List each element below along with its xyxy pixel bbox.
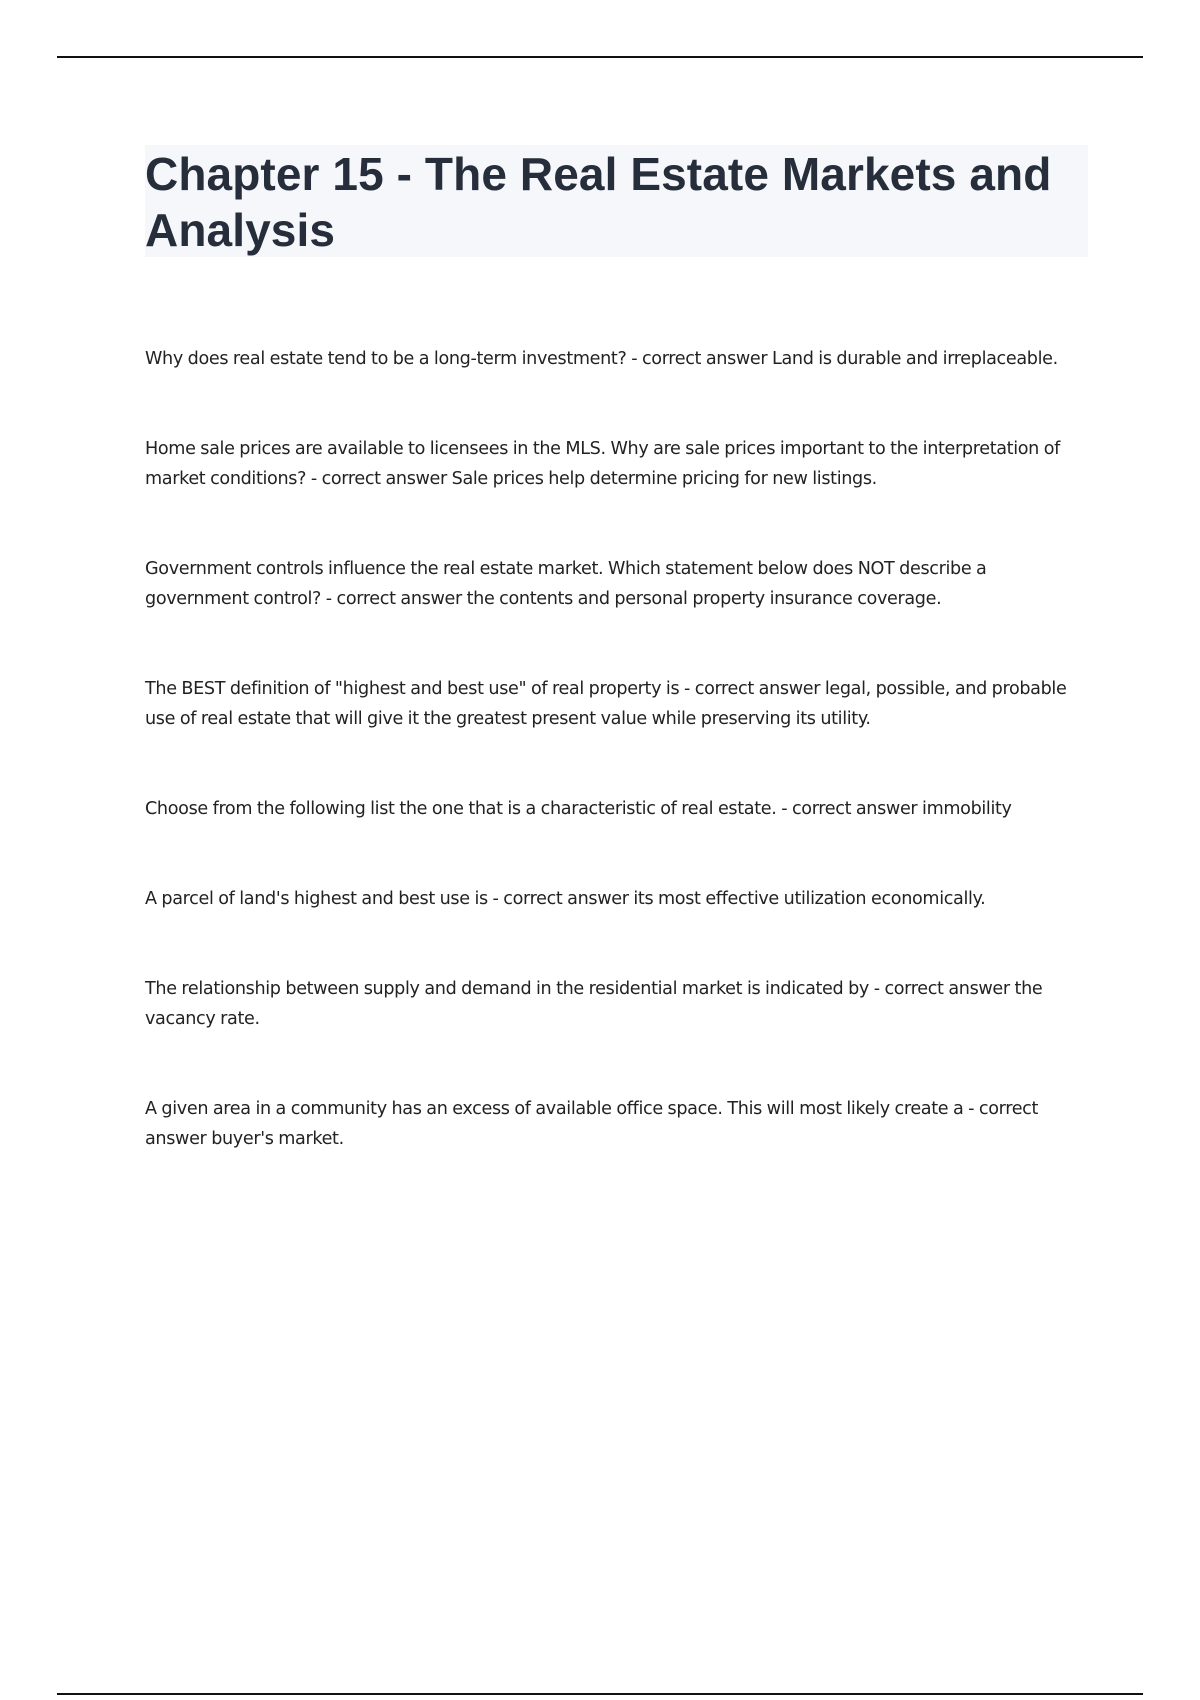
bottom-rule bbox=[57, 1693, 1143, 1695]
qa-list bbox=[145, 344, 1090, 1214]
page-title: Chapter 15 - The Real Estate Markets and Analysis bbox=[145, 148, 1052, 256]
qa-item: Home sale prices are available to licensees in the MLS. Why are sale prices important to the interpretation of market conditions? - correct answer Sale prices help determine pricing for new listings. bbox=[145, 439, 1060, 489]
qa-item: The BEST definition of "highest and best use" of real property is - correct answer legal, possible, and probable use of real estate that will give it the greatest present value while preserving its utility. bbox=[145, 679, 1067, 729]
title-block bbox=[145, 145, 1088, 257]
qa-item: A parcel of land's highest and best use is - correct answer its most effective utilization economically. bbox=[145, 889, 986, 909]
qa-item: A given area in a community has an excess of available office space. This will most likely create a - correct answer buyer's market. bbox=[145, 1099, 1039, 1149]
qa-item: Why does real estate tend to be a long-term investment? - correct answer Land is durable and irreplaceable. bbox=[145, 349, 1058, 369]
qa-item: The relationship between supply and demand in the residential market is indicated by - correct answer the vacancy rate. bbox=[145, 979, 1043, 1029]
qa-item: Government controls influence the real estate market. Which statement below does NOT describe a government control? - correct answer the contents and personal property insurance coverage. bbox=[145, 559, 987, 609]
top-rule bbox=[57, 56, 1143, 58]
qa-item: Choose from the following list the one that is a characteristic of real estate. - correct answer immobility bbox=[145, 799, 1012, 819]
